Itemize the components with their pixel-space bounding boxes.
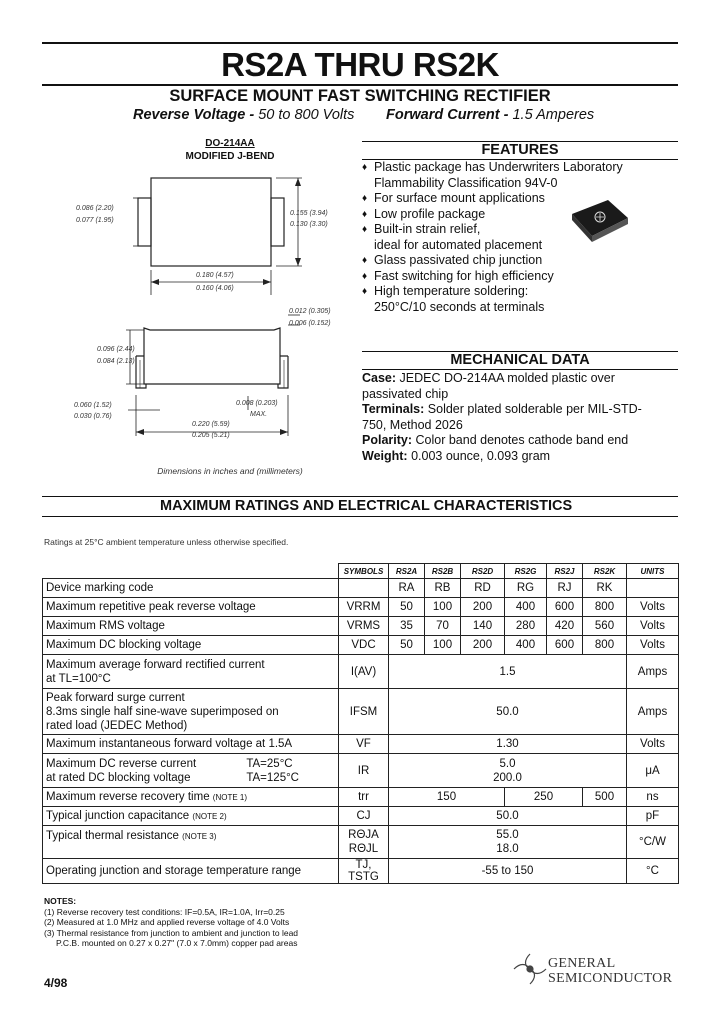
header-blank <box>43 564 339 579</box>
feature-text: ideal for automated placement <box>374 237 543 252</box>
dim-2b: 0.130 (3.30) <box>290 221 328 228</box>
row-desc-line: at TL=100°C <box>46 672 111 685</box>
feature-text: High temperature soldering: <box>374 284 529 298</box>
note-3a: (3) Thermal resistance from junction to ambient and junction to lead <box>44 927 299 938</box>
row-desc-line: 8.3ms single half sine-wave superimposed on <box>46 705 279 718</box>
diamond-bullet-icon: ♦ <box>362 193 368 204</box>
row-symbol: trr <box>339 788 389 807</box>
ratings-heading: MAXIMUM RATINGS AND ELECTRICAL CHARACTERISTICS <box>160 498 573 514</box>
row-conditions <box>246 757 299 785</box>
row-value-line: 200.0 <box>493 771 522 784</box>
forward-current <box>386 107 594 123</box>
table-row <box>43 636 679 655</box>
dim-8b: 0.205 (5.21) <box>192 432 230 439</box>
table-row <box>43 617 679 636</box>
dim-8a: 0.220 (5.59) <box>192 421 230 428</box>
header-rs2d: RS2D <box>461 564 505 579</box>
reverse-voltage-label: Reverse Voltage - <box>133 107 255 123</box>
table-row <box>43 826 679 859</box>
row-value: 200 <box>461 598 505 617</box>
mech-weight <box>362 449 662 465</box>
mech-polarity <box>362 433 662 449</box>
table-row <box>43 788 679 807</box>
row-desc: Maximum repetitive peak reverse voltage <box>43 598 339 617</box>
row-value: 1.5 <box>389 655 627 689</box>
feature-item <box>362 269 662 285</box>
table-row <box>43 689 679 735</box>
dim-4b: 0.006 (0.152) <box>289 320 331 327</box>
row-desc-line: Peak forward surge current <box>46 691 185 704</box>
row-unit: Amps <box>627 655 679 689</box>
terminals-text: Solder plated solderable per MIL-STD-750, Method 2026 <box>362 402 642 432</box>
diamond-bullet-icon: ♦ <box>362 270 368 282</box>
row-value: 50.0 <box>389 689 627 735</box>
mechanical-data <box>362 371 662 464</box>
dim-2a: 0.155 (3.94) <box>290 210 328 217</box>
row-unit: Volts <box>627 598 679 617</box>
logo-text <box>548 956 672 986</box>
dim-6b: 0.030 (0.76) <box>74 413 112 420</box>
diamond-bullet-icon: ♦ <box>362 224 368 235</box>
mech-case <box>362 371 662 402</box>
row-unit: Volts <box>627 636 679 655</box>
row-desc: Maximum DC blocking voltage <box>43 636 339 655</box>
feature-text: Built-in strain relief, <box>374 222 481 236</box>
row-value: 800 <box>583 598 627 617</box>
row-desc-text: Maximum DC reverse current <box>46 757 197 770</box>
logo-line-1: GENERAL <box>548 956 616 971</box>
feature-text: Fast switching for high efficiency <box>374 268 554 283</box>
dim-5b: 0.084 (2.13) <box>97 358 135 365</box>
row-desc <box>43 754 339 788</box>
row-symbol: VF <box>339 735 389 754</box>
polarity-text: Color band denotes cathode band end <box>415 433 629 447</box>
row-desc <box>43 655 339 689</box>
row-symbol: IFSM <box>339 689 389 735</box>
row-desc: Maximum instantaneous forward voltage at 1.5A <box>43 735 339 754</box>
mechanical-heading: MECHANICAL DATA <box>450 352 590 368</box>
row-symbol: VDC <box>339 636 389 655</box>
terminals-label: Terminals: <box>362 402 425 416</box>
row-unit: pF <box>627 807 679 826</box>
feature-text: Low profile package <box>374 206 486 221</box>
row-desc-line: rated load (JEDEC Method) <box>46 719 188 732</box>
dim-3b: 0.160 (4.06) <box>196 285 234 292</box>
row-value: 100 <box>425 636 461 655</box>
row-unit: ns <box>627 788 679 807</box>
forward-current-value: 1.5 Amperes <box>512 107 595 123</box>
weight-label: Weight: <box>362 448 408 463</box>
table-row <box>43 598 679 617</box>
row-value-line: 18.0 <box>496 843 519 855</box>
dimension-note: Dimensions in inches and (millimeters) <box>157 466 303 476</box>
header-symbols: SYMBOLS <box>339 564 389 579</box>
row-unit: °C/W <box>627 826 679 859</box>
dim-5a: 0.096 (2.44) <box>97 346 135 353</box>
row-unit: °C <box>627 859 679 884</box>
case-text: JEDEC DO-214AA molded plastic over passivated chip <box>362 371 615 401</box>
row-desc: Operating junction and storage temperature range <box>43 859 339 884</box>
row-symbol-line: RΘJA <box>348 829 379 841</box>
dim-3a: 0.180 (4.57) <box>196 272 234 279</box>
date-code: 4/98 <box>44 976 68 990</box>
row-unit: μA <box>627 754 679 788</box>
mech-terminals <box>362 402 662 433</box>
table-row <box>43 735 679 754</box>
row-value: RJ <box>547 579 583 598</box>
package-name: DO-214AA <box>205 138 255 149</box>
feature-item <box>362 160 662 191</box>
features-heading: FEATURES <box>481 142 559 158</box>
ratings-table <box>42 563 679 884</box>
dim-1a: 0.086 (2.20) <box>76 205 114 212</box>
notes-heading: NOTES: <box>44 896 77 906</box>
feature-text: For surface mount applications <box>374 191 545 205</box>
header-rs2k: RS2K <box>583 564 627 579</box>
row-value-line: 55.0 <box>496 829 519 841</box>
row-symbol: I(AV) <box>339 655 389 689</box>
dim-6a: 0.060 (1.52) <box>74 402 112 409</box>
note-2: (2) Measured at 1.0 MHz and applied reverse voltage of 4.0 Volts <box>44 917 290 927</box>
row-value-line: 5.0 <box>499 757 516 770</box>
header-units: UNITS <box>627 564 679 579</box>
reverse-voltage-value: 50 to 800 Volts <box>258 107 355 123</box>
row-value <box>389 754 627 788</box>
ratings-note: Ratings at 25°C ambient temperature unless otherwise specified. <box>44 537 289 547</box>
table-header-row <box>43 564 679 579</box>
table-row <box>43 655 679 689</box>
row-value: 250 <box>505 788 583 807</box>
row-value: RA <box>389 579 425 598</box>
header-rs2g: RS2G <box>505 564 547 579</box>
diamond-bullet-icon: ♦ <box>362 286 368 297</box>
forward-current-label: Forward Current - <box>386 107 509 123</box>
table-row <box>43 859 679 884</box>
header-rs2j: RS2J <box>547 564 583 579</box>
feature-text: Glass passivated chip junction <box>374 253 543 267</box>
mech-rule-bottom <box>362 369 678 370</box>
ratings-rule-bottom <box>42 516 678 517</box>
logo-line-2: SEMICONDUCTOR <box>548 971 673 986</box>
row-note: (NOTE 2) <box>192 811 227 821</box>
feature-item <box>362 253 662 269</box>
row-note: (NOTE 1) <box>212 792 248 802</box>
row-value: 35 <box>389 617 425 636</box>
notes <box>44 896 298 949</box>
row-value: RK <box>583 579 627 598</box>
note-3b: P.C.B. mounted on 0.27 x 0.27" (7.0 x 7.0mm) copper pad areas <box>56 938 298 948</box>
feature-item <box>362 284 662 315</box>
row-value: 560 <box>583 617 627 636</box>
row-symbol: CJ <box>339 807 389 826</box>
row-value: 200 <box>461 636 505 655</box>
row-symbol: VRRM <box>339 598 389 617</box>
table-row <box>43 579 679 598</box>
row-desc <box>43 689 339 735</box>
row-value: RG <box>505 579 547 598</box>
row-value: 50.0 <box>389 807 627 826</box>
weight-text: 0.003 ounce, 0.093 gram <box>411 448 551 463</box>
row-value: 400 <box>505 636 547 655</box>
row-value: 50 <box>389 598 425 617</box>
page-title: RS2A THRU RS2K <box>221 46 499 83</box>
table-row <box>43 807 679 826</box>
row-value: 140 <box>461 617 505 636</box>
row-value: 800 <box>583 636 627 655</box>
row-desc-text: Typical thermal resistance <box>46 830 179 842</box>
dim-7a: 0.008 (0.203) <box>236 400 278 407</box>
row-symbol-line: RΘJL <box>348 843 379 855</box>
row-value: 600 <box>547 636 583 655</box>
row-symbol: IR <box>339 754 389 788</box>
row-desc-line <box>46 757 196 785</box>
row-symbol: VRMS <box>339 617 389 636</box>
diamond-bullet-icon: ♦ <box>362 255 368 266</box>
case-label: Case: <box>362 371 397 385</box>
row-value: 150 <box>389 788 505 807</box>
row-desc: Device marking code <box>43 579 339 598</box>
row-cond: TA=125°C <box>246 771 299 784</box>
row-unit: Volts <box>627 735 679 754</box>
dim-7b: MAX. <box>250 411 268 418</box>
general-semiconductor-logo-icon <box>512 952 548 986</box>
row-cond: TA=25°C <box>246 757 293 770</box>
component-photo-icon <box>568 196 632 242</box>
header-rs2b: RS2B <box>425 564 461 579</box>
row-desc-text: Typical junction capacitance <box>46 809 190 822</box>
row-value: 420 <box>547 617 583 636</box>
row-value: 1.30 <box>389 735 627 754</box>
row-value: 280 <box>505 617 547 636</box>
header-rs2a: RS2A <box>389 564 425 579</box>
row-symbol: TJ, TSTG <box>339 859 389 884</box>
ratings-rule-top <box>42 496 678 497</box>
package-variant: MODIFIED J-BEND <box>185 151 275 162</box>
reverse-voltage <box>133 107 354 123</box>
feature-text: Flammability Classification 94V-0 <box>374 175 558 190</box>
table-row <box>43 754 679 788</box>
top-rule <box>42 42 678 44</box>
feature-text: 250°C/10 seconds at terminals <box>374 299 545 314</box>
diamond-bullet-icon: ♦ <box>362 208 368 220</box>
title-rule <box>42 84 678 86</box>
diamond-bullet-icon: ♦ <box>362 162 368 173</box>
page-subtitle: SURFACE MOUNT FAST SWITCHING RECTIFIER <box>169 87 551 105</box>
row-value: 100 <box>425 598 461 617</box>
row-unit: Volts <box>627 617 679 636</box>
row-desc <box>43 826 339 859</box>
row-value: RD <box>461 579 505 598</box>
row-desc-text: Maximum reverse recovery time <box>46 790 210 803</box>
feature-text: Plastic package has Underwriters Laboratory <box>374 160 623 174</box>
row-value: 400 <box>505 598 547 617</box>
row-note: (NOTE 3) <box>182 832 217 841</box>
dim-4a: 0.012 (0.305) <box>289 308 331 315</box>
row-value: RB <box>425 579 461 598</box>
note-1: (1) Reverse recovery test conditions: IF=0.5A, IR=1.0A, Irr=0.25 <box>44 906 285 917</box>
row-desc <box>43 788 339 807</box>
row-unit <box>627 579 679 598</box>
row-symbol <box>339 579 389 598</box>
dim-1b: 0.077 (1.95) <box>76 217 114 224</box>
polarity-label: Polarity: <box>362 433 413 447</box>
row-value: 500 <box>583 788 627 807</box>
row-symbol <box>339 826 389 859</box>
row-value: 600 <box>547 598 583 617</box>
row-unit: Amps <box>627 689 679 735</box>
row-value: -55 to 150 <box>389 859 627 884</box>
row-desc: Maximum RMS voltage <box>43 617 339 636</box>
row-desc <box>43 807 339 826</box>
row-value <box>389 826 627 859</box>
row-value: 70 <box>425 617 461 636</box>
row-value: 50 <box>389 636 425 655</box>
row-desc-split <box>46 757 335 785</box>
row-desc-text: at rated DC blocking voltage <box>46 771 191 784</box>
row-desc-line: Maximum average forward rectified current <box>46 658 265 671</box>
